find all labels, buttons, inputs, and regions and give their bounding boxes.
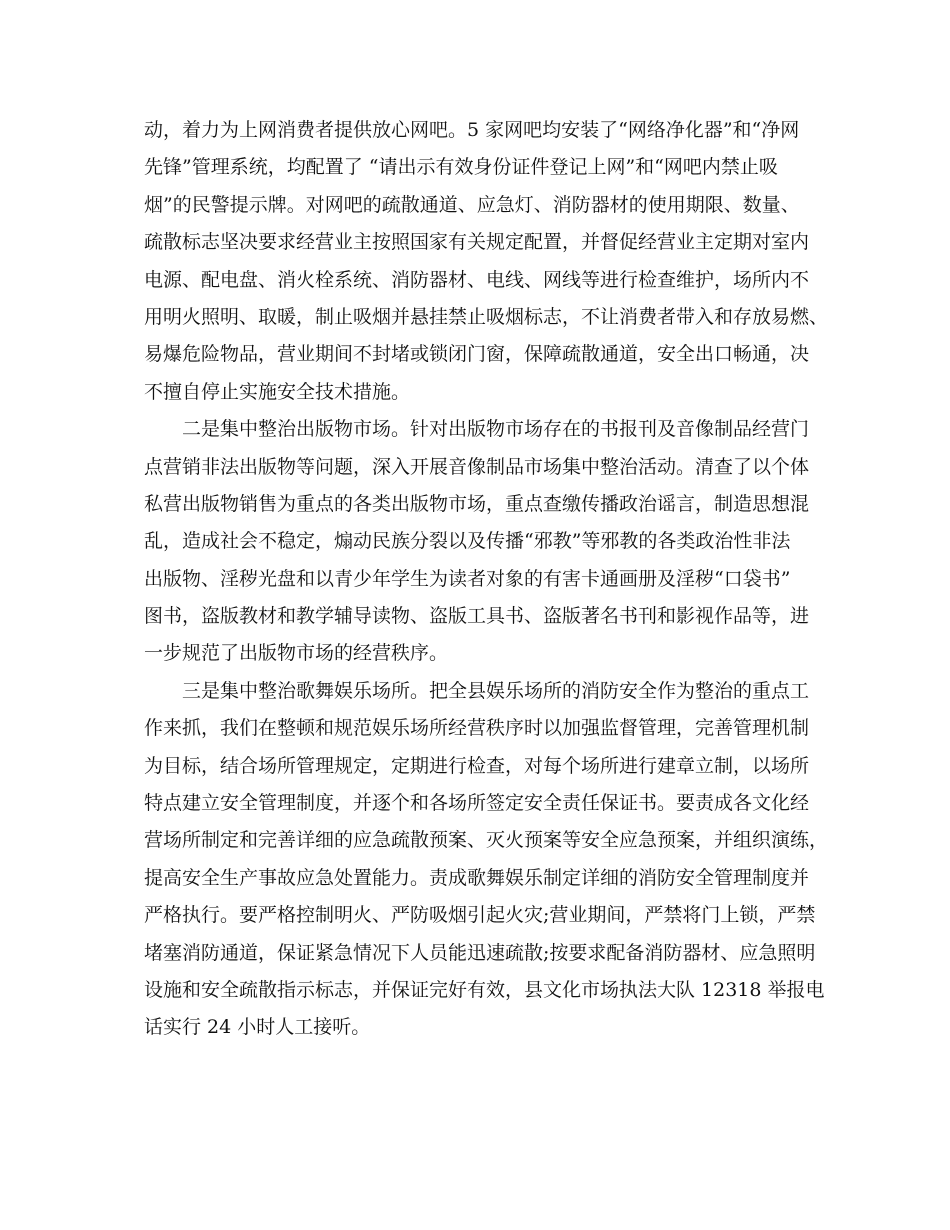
text-line: 特点建立安全管理制度，并逐个和各场所签定安全责任保证书。要责成各文化经 (144, 792, 810, 815)
paragraph-internet-cafes (144, 112, 829, 411)
text-line: 一步规范了出版物市场的经营秩序。 (144, 642, 449, 665)
text-line: 动，着力为上网消费者提供放心网吧。5 家网吧均安装了“网络净化器”和“净网 (144, 119, 800, 141)
text-line: 三是集中整治歌舞娱乐场所。把全县娱乐场所的消防安全作为整治的重点工 (182, 679, 810, 702)
text-line: 烟”的民警提示牌。对网吧的疏散通道、应急灯、消防器材的使用期限、数量、 (144, 193, 800, 216)
text-line: 营场所制定和完善详细的应急疏散预案、灭火预案等安全应急预案，并组织演练， (144, 829, 829, 852)
text-line: 设施和安全疏散指示标志，并保证完好有效，县文化市场执法大队 12318 举报电 (144, 978, 825, 1001)
text-line: 二是集中整治出版物市场。针对出版物市场存在的书报刊及音像制品经营门 (182, 418, 810, 441)
text-line: 提高安全生产事故应急处置能力。责成歌舞娱乐制定详细的消防安全管理制度并 (144, 866, 810, 889)
paragraph-publications-market (144, 411, 809, 673)
text-line: 用明火照明、取暖，制止吸烟并悬挂禁止吸烟标志，不让消费者带入和存放易燃、 (144, 305, 829, 328)
text-line: 话实行 24 小时人工接听。 (144, 1016, 371, 1039)
text-line: 为目标，结合场所管理规定，定期进行检查，对每个场所进行建章立制，以场所 (144, 754, 810, 777)
text-line: 乱，造成社会不稳定，煽动民族分裂以及传播“邪教”等邪教的各类政治性非法 (144, 530, 791, 553)
text-line: 图书，盗版教材和教学辅导读物、盗版工具书、盗版著名书刊和影视作品等，进 (144, 605, 810, 628)
document-body (144, 112, 829, 1047)
text-line: 作来抓，我们在整顿和规范娱乐场所经营秩序时以加强监督管理，完善管理机制 (144, 717, 810, 740)
text-line: 电源、配电盘、消火栓系统、消防器材、电线、网线等进行检查维护，场所内不 (144, 268, 810, 291)
text-line: 出版物、淫秽光盘和以青少年学生为读者对象的有害卡通画册及淫秽“口袋书” (144, 567, 791, 590)
text-line: 疏散标志坚决要求经营业主按照国家有关规定配置，并督促经营业主定期对室内 (144, 231, 810, 254)
text-line: 不擅自停止实施安全技术措施。 (144, 380, 411, 403)
text-line: 点营销非法出版物等问题，深入开展音像制品市场集中整治活动。清查了以个体 (144, 455, 810, 478)
text-line: 先锋”管理系统，均配置了 “请出示有效身份证件登记上网”和“网吧内禁止吸 (144, 156, 778, 179)
text-line: 严格执行。要严格控制明火、严防吸烟引起火灾;营业期间，严禁将门上锁，严禁 (144, 904, 816, 927)
text-line: 易爆危险物品，营业期间不封堵或锁闭门窗，保障疏散通道，安全出口畅通，决 (144, 343, 810, 366)
paragraph-entertainment-venues (144, 673, 829, 1047)
text-line: 私营出版物销售为重点的各类出版物市场，重点查缴传播政治谣言，制造思想混 (144, 492, 810, 515)
text-line: 堵塞消防通道，保证紧急情况下人员能迅速疏散;按要求配备消防器材、应急照明 (144, 941, 816, 964)
